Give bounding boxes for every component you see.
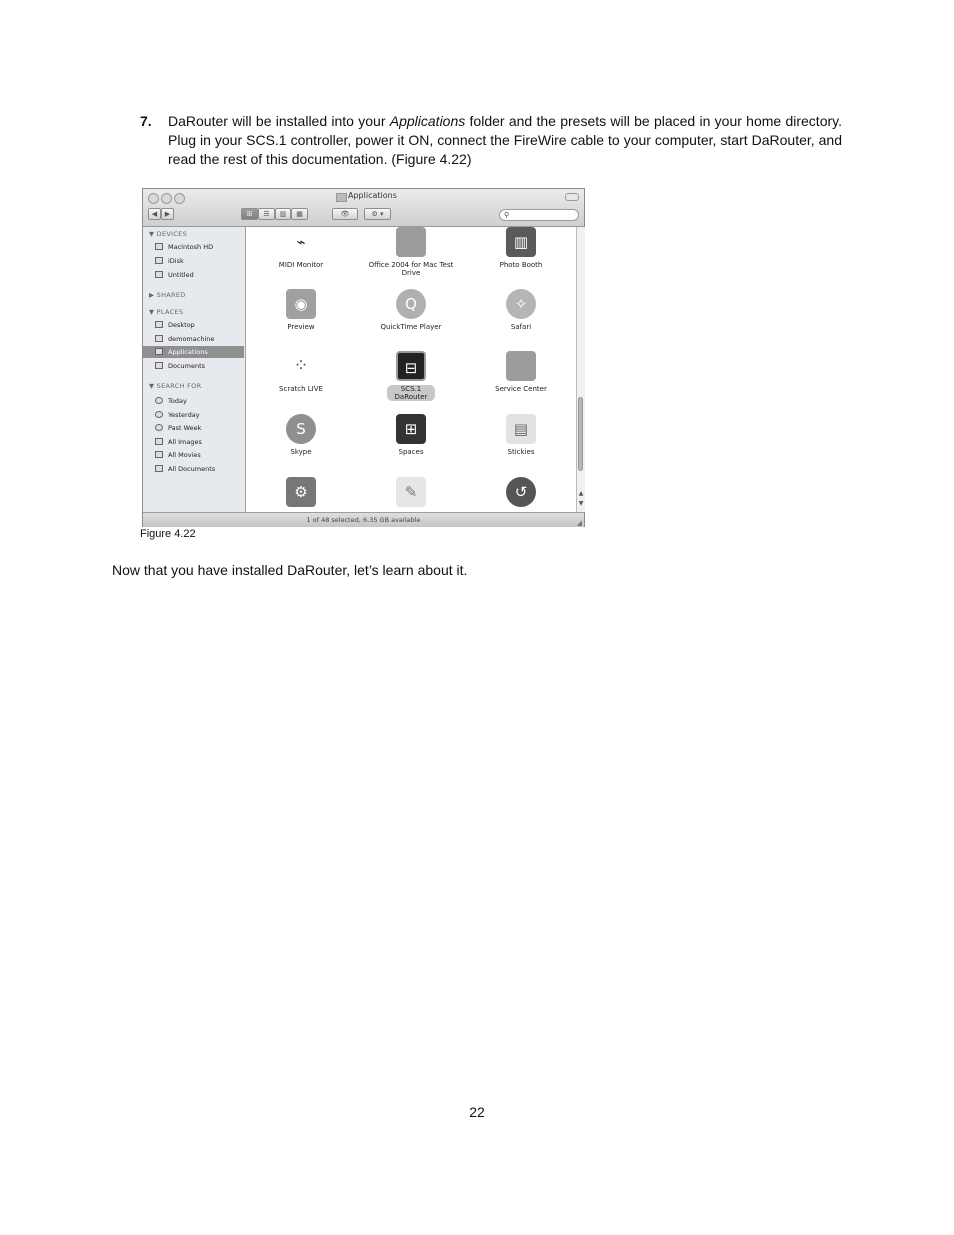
- action-gear-button[interactable]: ⚙ ▾: [364, 208, 391, 220]
- vertical-scrollbar[interactable]: [576, 227, 585, 512]
- sidebar-item-all-images[interactable]: All Images: [143, 436, 244, 448]
- documents-icon: [155, 362, 163, 369]
- resize-grip-icon[interactable]: ◢: [576, 519, 582, 527]
- toolbar-toggle-button[interactable]: [565, 193, 579, 201]
- page-number: 22: [469, 1104, 485, 1120]
- sidebar-item-desktop[interactable]: Desktop: [143, 319, 244, 331]
- darouter-icon: ⊟: [396, 351, 426, 381]
- sidebar-item-past-week[interactable]: Past Week: [143, 422, 244, 434]
- quicklook-button[interactable]: 👁: [332, 208, 358, 220]
- coverflow-view-button[interactable]: ▦: [291, 208, 308, 220]
- minimize-window-button[interactable]: [161, 193, 172, 204]
- sidebar-item-all-documents[interactable]: All Documents: [143, 463, 244, 475]
- safari-compass-icon: ✧: [506, 289, 536, 319]
- hard-drive-icon: [155, 243, 163, 250]
- smart-folder-icon: [155, 438, 163, 445]
- desktop-icon: [155, 321, 163, 328]
- disk-icon: [155, 271, 163, 278]
- smart-folder-icon: [155, 451, 163, 458]
- title-bar: [143, 189, 584, 227]
- sidebar-item-yesterday[interactable]: Yesterday: [143, 409, 244, 421]
- gear-icon: ⚙: [286, 477, 316, 507]
- preview-icon: ◉: [286, 289, 316, 319]
- scroll-down-arrow[interactable]: ▼: [578, 500, 584, 507]
- sidebar-item-applications[interactable]: Applications: [143, 346, 244, 358]
- home-icon: [155, 335, 163, 342]
- skype-icon: S: [286, 414, 316, 444]
- sidebar-header-places[interactable]: ▼ PLACES: [149, 308, 184, 316]
- sidebar-header-devices[interactable]: ▼ DEVICES: [149, 230, 188, 238]
- scroll-up-arrow[interactable]: ▲: [578, 490, 584, 497]
- clock-icon: [155, 397, 163, 404]
- step-text: DaRouter will be installed into your Applications folder and the presets will be placed in your home directory. Plug in your SCS.1 controller, power it ON, connect the FireWire cable to your computer, start DaRouter, and read the rest of this documentation. (Figure 4.22): [168, 113, 842, 167]
- body-paragraph: Now that you have installed DaRouter, let’s learn about it.: [112, 562, 468, 578]
- applications-icon: [155, 348, 163, 355]
- spaces-icon: ⊞: [396, 414, 426, 444]
- search-input[interactable]: [499, 209, 579, 221]
- window-title: Applications: [348, 191, 397, 200]
- sidebar-item-documents[interactable]: Documents: [143, 360, 244, 372]
- textedit-icon: ✎: [396, 477, 426, 507]
- back-button[interactable]: ◀: [148, 208, 161, 220]
- time-machine-icon: ↺: [506, 477, 536, 507]
- icon-grid: ⌁ MIDI Monitor Office 2004 for Mac Test Drive ▥ Photo Booth ◉ Preview Q QuickTime Player ✧ Safari ⁘ Scratch LIVE ⊟ SCS.1 DaRouter Service Center S Skype ⊞ Spaces ▤ Stickies ⚙ ✎ ↺: [246, 227, 576, 512]
- clock-icon: [155, 411, 163, 418]
- clock-icon: [155, 424, 163, 431]
- close-window-button[interactable]: [148, 193, 159, 204]
- midi-cable-icon: ⌁: [286, 227, 316, 257]
- sidebar-header-search-for[interactable]: ▼ SEARCH FOR: [149, 382, 202, 390]
- folder-icon: [336, 193, 347, 202]
- zoom-window-button[interactable]: [174, 193, 185, 204]
- figure-caption: Figure 4.22: [140, 528, 196, 540]
- stickies-icon: ▤: [506, 414, 536, 444]
- icon-view-button[interactable]: ⊞: [241, 208, 258, 220]
- sidebar-item-idisk[interactable]: iDisk: [143, 255, 244, 267]
- photo-booth-icon: ▥: [506, 227, 536, 257]
- search-icon: ⚲: [504, 211, 510, 219]
- status-bar: [143, 512, 584, 527]
- folder-icon: [506, 351, 536, 381]
- sidebar-item-demomachine[interactable]: demomachine: [143, 333, 244, 345]
- scroll-thumb[interactable]: [578, 397, 583, 471]
- sidebar: [143, 227, 246, 512]
- smart-folder-icon: [155, 465, 163, 472]
- status-text: 1 of 48 selected, 6.35 GB available: [306, 516, 421, 524]
- sidebar-item-macintosh-hd[interactable]: Macintosh HD: [143, 241, 244, 253]
- column-view-button[interactable]: ▥: [275, 208, 291, 220]
- quicktime-icon: Q: [396, 289, 426, 319]
- sidebar-item-today[interactable]: Today: [143, 395, 244, 407]
- idisk-icon: [155, 257, 163, 264]
- finder-window: [142, 188, 585, 527]
- sidebar-header-shared[interactable]: ▶ SHARED: [149, 291, 186, 299]
- folder-icon: [396, 227, 426, 257]
- step-number: 7.: [140, 113, 152, 129]
- scratch-live-icon: ⁘: [286, 351, 316, 381]
- list-view-button[interactable]: ☰: [258, 208, 275, 220]
- sidebar-item-all-movies[interactable]: All Movies: [143, 449, 244, 461]
- sidebar-item-untitled[interactable]: Untitled: [143, 269, 244, 281]
- forward-button[interactable]: ▶: [161, 208, 174, 220]
